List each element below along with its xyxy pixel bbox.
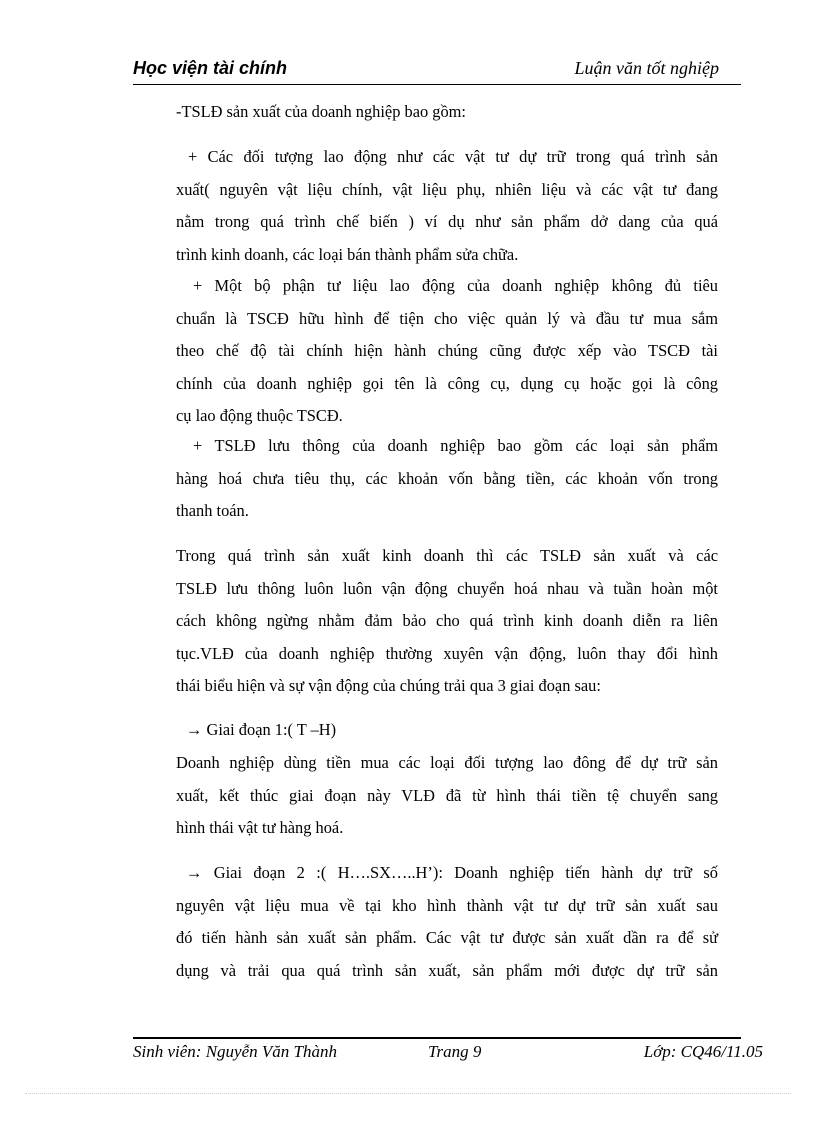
paragraph-stage-1 — [176, 747, 718, 845]
text-line: nguyên vật liệu mua về tại kho hình thành vật tư dự trữ sản xuất sau — [176, 895, 718, 915]
footer-rule — [133, 1037, 741, 1039]
text-line: trình kinh doanh, các loại bán thành phẩm sửa chữa. — [176, 244, 519, 264]
text-line: → Giai đoạn 1:( T –H) — [186, 720, 337, 739]
paragraph-labor-tools — [176, 270, 718, 433]
text-line: hình thái vật tư hàng hoá. — [176, 818, 344, 837]
text-line: cụ lao động thuộc TSCĐ. — [176, 406, 343, 425]
class-code: Lớp: CQ46/11.05 — [643, 1042, 763, 1061]
paragraph-stage-2 — [176, 857, 718, 987]
text-line: nằm trong quá trình chế biến ) ví dụ như sản phẩm dở dang của quá — [176, 212, 718, 231]
paragraph-production-cycle — [176, 540, 718, 703]
text-line: tục.VLĐ của doanh nghiệp thường xuyên vận động, luôn thay đổi hình — [176, 643, 718, 663]
paragraph-tsld-intro — [176, 96, 576, 129]
student-name: Sinh viên: Nguyễn Văn Thành — [133, 1042, 337, 1061]
page-number: Trang 9 — [428, 1042, 482, 1061]
page-header — [133, 58, 741, 84]
text-line: chính của doanh nghiệp gọi tên là công cụ, dụng cụ hoặc gọi là công — [176, 373, 718, 393]
text-line: + Các đối tượng lao động như các vật tư dự trữ trong quá trình sản — [188, 147, 718, 166]
paragraph-circulation-assets — [176, 430, 718, 528]
text-line: dụng và trải qua quá trình sản xuất, sản phẩm mới được dự trữ sản — [176, 960, 718, 980]
text-line: đó tiến hành sản xuất sản phẩm. Các vật tư được sản xuất dần ra để sử — [176, 928, 718, 947]
document-type: Luận văn tốt nghiệp — [574, 58, 719, 78]
text-line: theo chế độ tài chính hiện hành chúng cũng được xếp vào TSCĐ tài — [176, 341, 718, 360]
text-line: + Một bộ phận tư liệu lao động của doanh nghiệp không đủ tiêu — [193, 276, 718, 295]
text-line: → Giai đoạn 2 :( H….SX…..H’): Doanh nghiệp tiến hành dự trữ số — [186, 863, 718, 882]
header-rule — [133, 84, 741, 85]
text-line: Doanh nghiệp dùng tiền mua các loại đối tượng lao đông để dự trữ sản — [176, 753, 718, 772]
text-line: thái biểu hiện và sự vận động của chúng trải qua 3 giai đoạn sau: — [176, 676, 601, 695]
paragraph-labor-objects — [176, 141, 718, 271]
text-line: -TSLĐ sản xuất của doanh nghiệp bao gồm: — [176, 102, 466, 121]
text-line: cách không ngừng nhằm đảm bảo cho quá trình kinh doanh diễn ra liên — [176, 611, 718, 630]
page-edge-divider — [25, 1093, 791, 1094]
text-line: TSLĐ lưu thông luôn luôn vận động chuyển hoá nhau và tuần hoàn một — [176, 578, 718, 598]
text-line: xuất, kết thúc giai đoạn này VLĐ đã từ hình thái tiền tệ chuyển sang — [176, 785, 718, 805]
text-line: chuẩn là TSCĐ hữu hình để tiện cho việc quản lý và đầu tư mua sắm — [176, 308, 718, 328]
text-line: xuất( nguyên vật liệu chính, vật liệu phụ, nhiên liệu và các vật tư đang — [176, 179, 718, 199]
page-footer — [133, 1042, 763, 1066]
stage-1-heading — [186, 714, 486, 747]
text-line: Trong quá trình sản xuất kinh doanh thì các TSLĐ sản xuất và các — [176, 546, 718, 565]
text-line: thanh toán. — [176, 501, 249, 520]
text-line: + TSLĐ lưu thông của doanh nghiệp bao gồm các loại sản phẩm — [193, 436, 718, 455]
school-name: Học viện tài chính — [133, 58, 288, 78]
text-line: hàng hoá chưa tiêu thụ, các khoản vốn bằng tiền, các khoản vốn trong — [176, 468, 718, 488]
